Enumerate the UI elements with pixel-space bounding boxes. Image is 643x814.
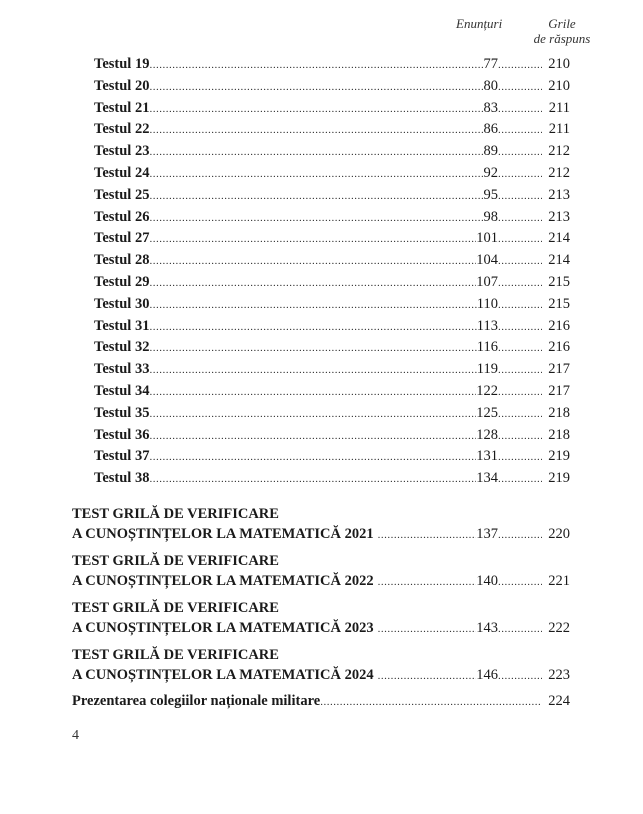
leader-dots <box>498 321 542 333</box>
entry-label: Testul 37 <box>94 448 150 465</box>
enunturi-page: 101 <box>476 230 498 247</box>
leader-dots <box>149 81 483 93</box>
entry-label: Testul 30 <box>94 295 150 312</box>
toc-entry-test[interactable] <box>94 78 570 98</box>
toc-entry-test[interactable] <box>94 427 570 447</box>
entry-label: Prezentarea colegiilor naționale militare <box>72 693 321 709</box>
entry-label: Testul 33 <box>94 361 150 378</box>
toc-entry-test[interactable] <box>94 339 570 359</box>
toc-entry-test[interactable] <box>94 252 570 272</box>
entry-label: A CUNOȘTINȚELOR LA MATEMATICĂ 2023 <box>72 620 374 636</box>
entry-label: Testul 27 <box>94 230 150 247</box>
grile-page: 215 <box>548 295 570 312</box>
enunturi-page: 122 <box>476 383 498 399</box>
page-ref: 224 <box>548 693 570 709</box>
leader-dots <box>149 190 483 202</box>
leader-dots <box>149 364 476 376</box>
grile-page: 211 <box>548 99 570 116</box>
section-title-line1: TEST GRILĂ DE VERIFICARE <box>72 553 279 569</box>
leader-dots <box>498 233 542 245</box>
toc-entry-test[interactable] <box>94 361 570 381</box>
entry-label: Testul 38 <box>94 470 150 487</box>
toc-entry-test[interactable] <box>94 318 570 338</box>
toc-entry-test[interactable] <box>94 100 570 120</box>
grile-page: 217 <box>548 383 570 399</box>
enunturi-page: 89 <box>483 143 498 160</box>
grile-page: 212 <box>548 165 570 181</box>
toc-entry-test[interactable] <box>94 296 570 316</box>
leader-dots <box>378 670 477 682</box>
grile-page: 212 <box>548 143 570 160</box>
section-title-line1: TEST GRILĂ DE VERIFICARE <box>72 600 279 616</box>
enunturi-page: 107 <box>476 274 498 290</box>
toc-entry-test[interactable] <box>94 230 570 250</box>
page-number: 4 <box>72 728 79 743</box>
enunturi-page: 146 <box>476 667 498 683</box>
leader-dots <box>498 190 542 202</box>
leader-dots <box>149 59 483 71</box>
enunturi-page: 77 <box>483 56 498 72</box>
leader-dots <box>498 255 542 267</box>
entry-label: Testul 25 <box>94 186 150 203</box>
leader-dots <box>378 623 477 635</box>
section-title-line1: TEST GRILĂ DE VERIFICARE <box>72 506 279 522</box>
toc-entry-test[interactable] <box>94 56 570 76</box>
leader-dots <box>378 576 477 588</box>
section-title-line1: TEST GRILĂ DE VERIFICARE <box>72 647 279 663</box>
header-grile-line2: de răspuns <box>533 31 591 46</box>
leader-dots <box>498 146 542 158</box>
leader-dots <box>498 473 542 485</box>
leader-dots <box>498 623 542 635</box>
leader-dots <box>149 299 476 311</box>
enunturi-page: 95 <box>483 186 498 203</box>
enunturi-page: 134 <box>476 470 498 487</box>
enunturi-page: 140 <box>476 573 498 589</box>
leader-dots <box>498 168 542 180</box>
leader-dots <box>149 473 476 485</box>
entry-label: Testul 24 <box>94 165 150 181</box>
entry-label: Testul 21 <box>94 99 150 116</box>
entry-label: Testul 34 <box>94 383 150 399</box>
toc-entry-test[interactable] <box>94 121 570 141</box>
leader-dots <box>498 59 542 71</box>
grile-page: 213 <box>548 186 570 203</box>
entry-label: Testul 23 <box>94 143 150 160</box>
enunturi-page: 110 <box>476 295 498 312</box>
header-grile <box>533 16 591 46</box>
header-grile-line1: Grile <box>548 16 576 31</box>
grile-page: 216 <box>548 339 570 356</box>
toc-entry-test[interactable] <box>94 405 570 425</box>
leader-dots <box>498 386 542 398</box>
grile-page: 214 <box>548 252 570 269</box>
entry-label: Testul 26 <box>94 208 150 225</box>
leader-dots <box>498 430 542 442</box>
grile-page: 211 <box>548 121 570 138</box>
grile-page: 216 <box>548 317 570 334</box>
enunturi-page: 131 <box>476 448 498 465</box>
entry-label: Testul 31 <box>94 317 150 334</box>
leader-dots <box>149 277 476 289</box>
leader-dots <box>149 451 476 463</box>
entry-label: Testul 20 <box>94 77 150 94</box>
leader-dots <box>498 670 542 682</box>
leader-dots <box>149 233 476 245</box>
grile-page: 210 <box>548 56 570 72</box>
grile-page: 219 <box>548 470 570 487</box>
toc-entry-final[interactable] <box>72 693 570 713</box>
leader-dots <box>498 408 542 420</box>
leader-dots <box>498 529 542 541</box>
leader-dots <box>149 124 483 136</box>
grile-page: 219 <box>548 448 570 465</box>
entry-label: Testul 28 <box>94 252 150 269</box>
leader-dots <box>498 576 542 588</box>
entry-label: Testul 35 <box>94 404 150 421</box>
grile-page: 214 <box>548 230 570 247</box>
entry-label: A CUNOȘTINȚELOR LA MATEMATICĂ 2021 <box>72 526 374 542</box>
grile-page: 217 <box>548 361 570 378</box>
leader-dots <box>498 212 542 224</box>
enunturi-page: 128 <box>476 426 498 443</box>
leader-dots <box>498 364 542 376</box>
leader-dots <box>149 386 476 398</box>
entry-label: A CUNOȘTINȚELOR LA MATEMATICĂ 2024 <box>72 667 374 683</box>
grile-page: 210 <box>548 77 570 94</box>
toc-entry-test[interactable] <box>94 143 570 163</box>
enunturi-page: 113 <box>476 317 498 334</box>
grile-page: 213 <box>548 208 570 225</box>
leader-dots <box>320 696 542 708</box>
leader-dots <box>149 146 483 158</box>
enunturi-page: 119 <box>476 361 498 378</box>
toc-entry-test[interactable] <box>94 274 570 294</box>
enunturi-page: 125 <box>476 404 498 421</box>
enunturi-page: 98 <box>483 208 498 225</box>
grile-page: 215 <box>548 274 570 290</box>
leader-dots <box>498 342 542 354</box>
toc-entry-test[interactable] <box>94 448 570 468</box>
grile-page: 220 <box>548 526 570 542</box>
grile-page: 223 <box>548 667 570 683</box>
grile-page: 218 <box>548 426 570 443</box>
leader-dots <box>149 168 483 180</box>
toc-entry-section[interactable] <box>72 526 570 546</box>
leader-dots <box>498 451 542 463</box>
entry-label: Testul 22 <box>94 121 150 138</box>
leader-dots <box>498 299 542 311</box>
toc-entry-section[interactable] <box>72 620 570 640</box>
leader-dots <box>149 255 476 267</box>
enunturi-page: 143 <box>476 620 498 636</box>
enunturi-page: 86 <box>483 121 498 138</box>
grile-page: 221 <box>548 573 570 589</box>
enunturi-page: 137 <box>476 526 498 542</box>
leader-dots <box>498 103 542 115</box>
grile-page: 218 <box>548 404 570 421</box>
toc-entry-section[interactable] <box>72 667 570 687</box>
leader-dots <box>149 342 476 354</box>
leader-dots <box>149 103 483 115</box>
toc-entry-test[interactable] <box>94 165 570 185</box>
leader-dots <box>378 529 477 541</box>
enunturi-page: 80 <box>483 77 498 94</box>
toc-entry-test[interactable] <box>94 209 570 229</box>
toc-entry-test[interactable] <box>94 470 570 490</box>
entry-label: Testul 36 <box>94 426 150 443</box>
entry-label: Testul 29 <box>94 274 150 290</box>
enunturi-page: 92 <box>483 165 498 181</box>
header-enunturi: Enunțuri <box>456 16 503 31</box>
grile-page: 222 <box>548 620 570 636</box>
leader-dots <box>149 430 476 442</box>
leader-dots <box>149 321 476 333</box>
toc-entry-test[interactable] <box>94 383 570 403</box>
leader-dots <box>498 81 542 93</box>
leader-dots <box>149 408 476 420</box>
leader-dots <box>498 124 542 136</box>
toc-entry-section[interactable] <box>72 573 570 593</box>
entry-label: A CUNOȘTINȚELOR LA MATEMATICĂ 2022 <box>72 573 374 589</box>
leader-dots <box>149 212 483 224</box>
toc-entry-test[interactable] <box>94 187 570 207</box>
enunturi-page: 104 <box>476 252 498 269</box>
entry-label: Testul 32 <box>94 339 150 356</box>
entry-label: Testul 19 <box>94 56 150 72</box>
leader-dots <box>498 277 542 289</box>
enunturi-page: 83 <box>483 99 498 116</box>
enunturi-page: 116 <box>476 339 498 356</box>
